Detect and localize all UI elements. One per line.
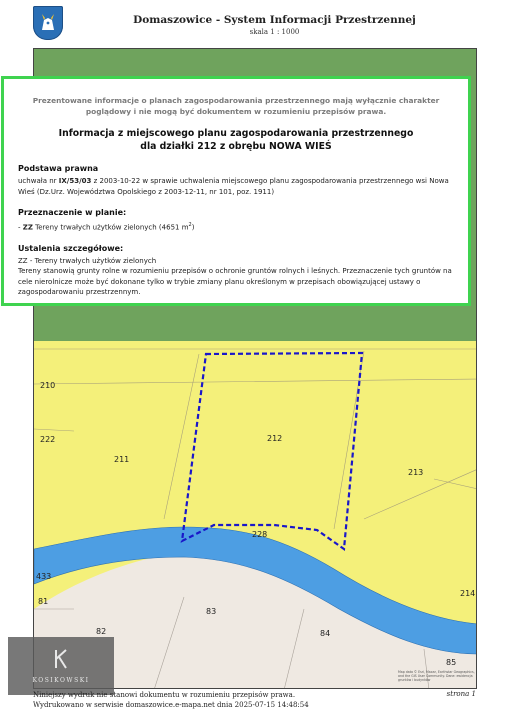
purpose-prefix: -	[18, 223, 23, 232]
details-heading: Ustalenia szczegółowe:	[18, 243, 124, 253]
map-scale: skala 1 : 1000	[249, 28, 300, 36]
info-title-line2: dla działki 212 z obrębu NOWA WIEŚ	[140, 141, 332, 152]
plan-info-panel	[1, 76, 471, 306]
map-credit: Map data © Esri, Maxar, Earthstar Geographics, and the GIS User Community. Dane: ewidencja gruntów i budynków	[398, 670, 475, 682]
page-number: strona 1	[446, 690, 476, 698]
footer-line1: Niniejszy wydruk nie stanowi dokumentu w rozumieniu przepisów prawa.	[33, 691, 296, 699]
details-text: Tereny stanowią grunty rolne w rozumieniu przepisów o ochronie gruntów rolnych i leśnych. Przeznaczenie tych gruntów na cele nierolnicze może być dokonane tylko w trybie zmiany planu określonym w przepisach obowiązującej ustawy o zagospodarowaniu przestrzennym.	[18, 267, 452, 297]
system-title: Domaszowice - System Informacji Przestrzennej	[133, 14, 416, 26]
parcel-label: 214	[460, 589, 476, 598]
parcel-label: 81	[38, 597, 49, 606]
info-title-line1: Informacja z miejscowego planu zagospodarowania przestrzennego	[58, 128, 414, 139]
parcel-label: 82	[96, 627, 107, 636]
area-unit-superscript: 2	[188, 222, 192, 228]
purpose-symbol: ZZ	[22, 223, 33, 232]
company-logo	[8, 637, 114, 695]
resolution-number[interactable]: IX/53/03	[58, 177, 92, 185]
legal-basis-heading: Podstawa prawna	[18, 164, 99, 173]
purpose-close: )	[191, 223, 195, 232]
parcel-label: 228	[252, 530, 268, 539]
purpose-text	[18, 220, 454, 233]
purpose-body: Tereny trwałych użytków zielonych (4651 m	[32, 223, 189, 232]
legal-basis-text	[18, 176, 454, 197]
info-title	[18, 127, 454, 153]
parcel-label: 83	[206, 607, 217, 616]
parcel-label: 222	[40, 435, 56, 444]
parcel-label: 212	[267, 434, 283, 443]
legal-prefix: uchwała nr	[18, 177, 59, 185]
legal-body: z 2003-10-22 w sprawie uchwalenia miejscowego planu zagospodarowania przestrzennego wsi Nowa Wieś (Dz.Urz. Województwa Opolskiego z 2003-12-11, nr 101, poz. 1911)	[18, 177, 449, 196]
disclaimer-text: Prezentowane informacje o planach zagospodarowania przestrzennego mają wyłącznie charakter poglądowy i nie mogą być dokumentem w rozumieniu przepisów prawa.	[32, 96, 440, 116]
footer-line2: Wydrukowano w serwisie domaszowice.e-mapa.net dnia 2025-07-15 14:48:54	[33, 701, 309, 709]
purpose-heading: Przeznaczenie w planie:	[18, 208, 127, 217]
parcel-label: 210	[40, 381, 56, 390]
page-header	[0, 0, 509, 48]
parcel-label: 85	[446, 658, 457, 667]
footer-notice	[33, 690, 309, 710]
logo-k-icon	[53, 649, 69, 669]
parcel-label: 433	[36, 572, 52, 581]
parcel-label: 213	[408, 468, 424, 477]
logo-caption: KOSIKOWSKI	[32, 677, 90, 684]
parcel-label: 211	[114, 455, 130, 464]
parcel-label: 84	[320, 629, 331, 638]
details-symbol-line: ZZ - Tereny trwałych użytków zielonych	[18, 256, 157, 265]
